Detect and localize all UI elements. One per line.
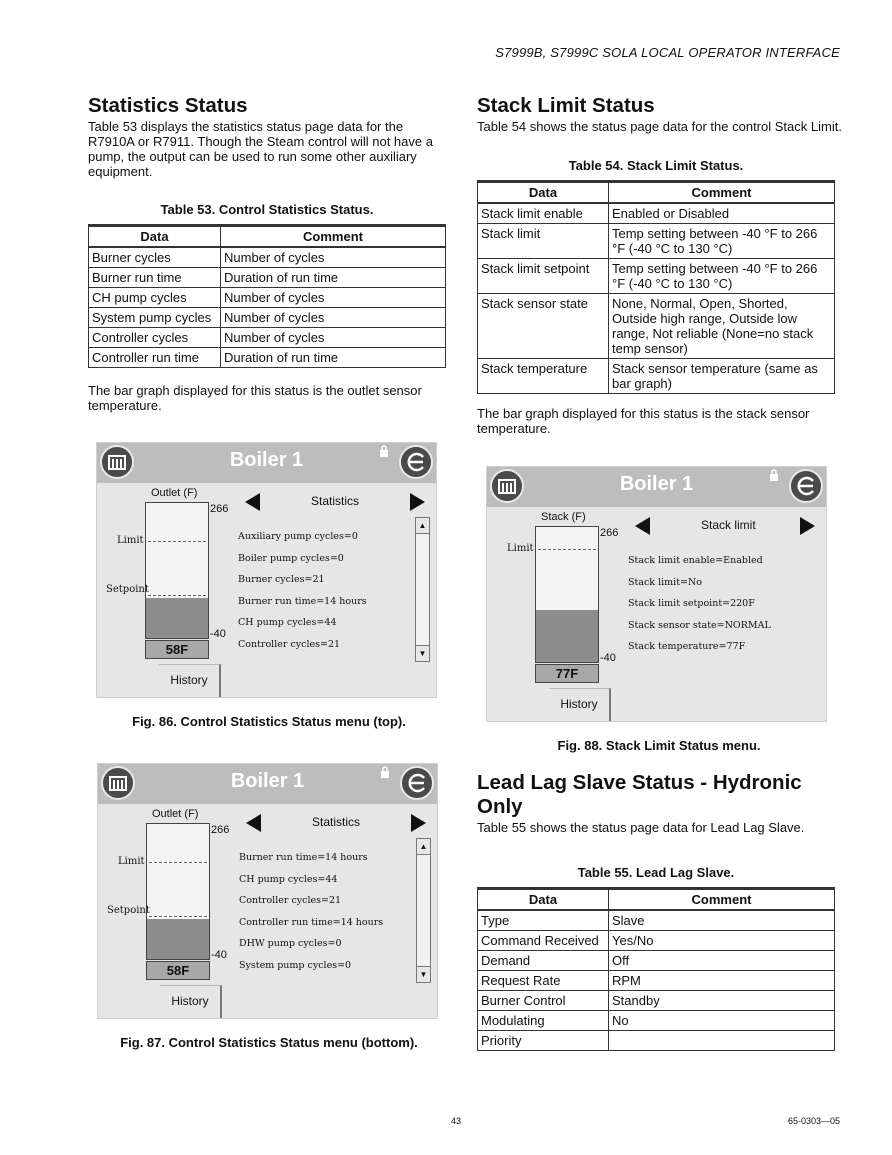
next-arrow-icon[interactable] bbox=[411, 814, 426, 832]
statistics-list bbox=[238, 531, 367, 660]
gauge-max-label: 266 bbox=[211, 824, 230, 836]
table-cell: Type bbox=[478, 910, 609, 931]
table-row bbox=[478, 259, 835, 294]
table-row bbox=[89, 288, 446, 308]
lock-icon bbox=[379, 445, 389, 457]
table-header: Comment bbox=[221, 226, 446, 248]
list-item: CH pump cycles=44 bbox=[238, 617, 337, 628]
table-cell: Demand bbox=[478, 951, 609, 971]
table-cell: Temp setting between -40 °F to 266 °F (-40 °C to 130 °C) bbox=[609, 224, 835, 259]
table-cell: Slave bbox=[609, 910, 835, 931]
table-cell: Controller cycles bbox=[89, 328, 221, 348]
scrollbar[interactable] bbox=[415, 517, 430, 662]
list-item: Stack temperature=77F bbox=[628, 641, 746, 652]
table-cell: Duration of run time bbox=[221, 348, 446, 368]
limit-label: Limit bbox=[507, 543, 534, 554]
list-item: Stack limit enable=Enabled bbox=[628, 555, 763, 566]
limit-line bbox=[148, 541, 206, 542]
fig86-caption: Fig. 86. Control Statistics Status menu (top). bbox=[132, 714, 406, 729]
back-arrow-icon bbox=[791, 471, 821, 501]
limit-line bbox=[538, 549, 596, 550]
statistics-list bbox=[239, 852, 383, 981]
table-cell: Stack temperature bbox=[478, 359, 609, 394]
table-row bbox=[478, 971, 835, 991]
scroll-down-icon[interactable]: ▼ bbox=[415, 645, 430, 662]
table54 bbox=[477, 180, 835, 394]
table-cell: Number of cycles bbox=[221, 247, 446, 268]
scroll-up-icon[interactable]: ▲ bbox=[415, 517, 430, 534]
list-item: Burner run time=14 hours bbox=[239, 852, 368, 863]
scrollbar[interactable] bbox=[416, 838, 431, 983]
back-button[interactable] bbox=[400, 766, 434, 800]
table-header: Data bbox=[478, 182, 609, 204]
list-item: Stack limit setpoint=220F bbox=[628, 598, 755, 609]
list-item: Controller run time=14 hours bbox=[239, 916, 384, 928]
table-cell: Stack sensor state bbox=[478, 294, 609, 359]
screen-title: Boiler 1 bbox=[619, 473, 694, 495]
table53 bbox=[88, 224, 446, 368]
table-row bbox=[478, 951, 835, 971]
table-cell: Enabled or Disabled bbox=[609, 203, 835, 224]
gauge-min-label: -40 bbox=[211, 949, 227, 961]
status-mode-label: Statistics bbox=[312, 815, 361, 829]
list-item: Boiler pump cycles=0 bbox=[238, 552, 344, 564]
table-row bbox=[478, 991, 835, 1011]
temperature-gauge bbox=[146, 823, 210, 960]
setpoint-label: Setpoint bbox=[106, 584, 149, 595]
gauge-label: Outlet (F) bbox=[151, 487, 198, 499]
gauge-value: 77F bbox=[535, 664, 599, 683]
section-heading-lead-lag: Lead Lag Slave Status - Hydronic Only bbox=[477, 771, 802, 818]
lock-icon bbox=[380, 766, 390, 778]
lock-icon bbox=[769, 469, 779, 481]
table-cell: Yes/No bbox=[609, 931, 835, 951]
section-heading-statistics: Statistics Status bbox=[88, 94, 248, 117]
list-item: DHW pump cycles=0 bbox=[239, 938, 342, 949]
gauge-min-label: -40 bbox=[210, 628, 226, 640]
table-cell bbox=[609, 1031, 835, 1051]
table-header: Comment bbox=[609, 182, 835, 204]
gauge-value: 58F bbox=[145, 640, 209, 659]
section-heading-stack-limit: Stack Limit Status bbox=[477, 94, 655, 117]
table-row bbox=[478, 931, 835, 951]
gauge-fill bbox=[146, 598, 208, 638]
table55-caption: Table 55. Lead Lag Slave. bbox=[577, 865, 735, 880]
list-item: Burner run time=14 hours bbox=[238, 595, 367, 607]
table-header: Data bbox=[478, 889, 609, 911]
table-cell: Off bbox=[609, 951, 835, 971]
table-cell: Modulating bbox=[478, 1011, 609, 1031]
back-arrow-icon bbox=[401, 447, 431, 477]
setpoint-label: Setpoint bbox=[107, 905, 150, 916]
list-item: Controller cycles=21 bbox=[239, 895, 342, 906]
lead-lag-intro: Table 55 shows the status page data for Lead Lag Slave. bbox=[477, 820, 805, 835]
table-row bbox=[478, 1011, 835, 1031]
statistics-bar-note: The bar graph displayed for this status is the outlet sensor temperature. bbox=[88, 383, 422, 413]
table-cell: Stack limit enable bbox=[478, 203, 609, 224]
gauge-fill bbox=[147, 919, 209, 959]
table-cell: Stack limit bbox=[478, 224, 609, 259]
previous-arrow-icon[interactable] bbox=[246, 814, 261, 832]
table-cell: Burner cycles bbox=[89, 247, 221, 268]
table-row bbox=[478, 359, 835, 394]
table-cell: Priority bbox=[478, 1031, 609, 1051]
table-cell: Request Rate bbox=[478, 971, 609, 991]
gauge-max-label: 266 bbox=[210, 503, 229, 515]
gauge-label: Outlet (F) bbox=[152, 808, 199, 820]
table-cell: Number of cycles bbox=[221, 288, 446, 308]
back-button[interactable] bbox=[789, 469, 823, 503]
table-cell: Stack limit setpoint bbox=[478, 259, 609, 294]
list-item: CH pump cycles=44 bbox=[239, 873, 338, 885]
list-item: Stack sensor state=NORMAL bbox=[628, 619, 771, 631]
scroll-up-icon[interactable]: ▲ bbox=[416, 838, 431, 855]
screen-title-bar bbox=[97, 443, 436, 483]
table-header: Comment bbox=[609, 889, 835, 911]
next-arrow-icon[interactable] bbox=[410, 493, 425, 511]
table-cell: Number of cycles bbox=[221, 328, 446, 348]
next-arrow-icon[interactable] bbox=[800, 517, 815, 535]
table-row bbox=[89, 348, 446, 368]
limit-line bbox=[149, 862, 207, 863]
history-button[interactable]: History bbox=[160, 985, 222, 1018]
status-mode-label: Stack limit bbox=[701, 518, 756, 532]
back-arrow-icon bbox=[402, 768, 432, 798]
fig87-caption: Fig. 87. Control Statistics Status menu (bottom). bbox=[120, 1035, 418, 1050]
table-header: Data bbox=[89, 226, 221, 248]
temperature-gauge bbox=[535, 526, 599, 663]
fig87-screen bbox=[97, 763, 438, 1019]
list-item: Controller cycles=21 bbox=[238, 638, 341, 650]
table-cell: Burner run time bbox=[89, 268, 221, 288]
table-cell: Burner Control bbox=[478, 991, 609, 1011]
table-cell: No bbox=[609, 1011, 835, 1031]
setpoint-line bbox=[148, 595, 206, 596]
table54-caption: Table 54. Stack Limit Status. bbox=[568, 158, 744, 173]
scroll-down-icon[interactable]: ▼ bbox=[416, 966, 431, 983]
previous-arrow-icon[interactable] bbox=[245, 493, 260, 511]
screen-title: Boiler 1 bbox=[230, 770, 305, 792]
table-cell: Stack sensor temperature (same as bar graph) bbox=[609, 359, 835, 394]
limit-label: Limit bbox=[117, 535, 144, 546]
table-row bbox=[89, 247, 446, 268]
setpoint-line bbox=[149, 916, 207, 917]
status-mode-label: Statistics bbox=[311, 494, 360, 508]
document-number: 65-0303—05 bbox=[787, 1116, 840, 1126]
table-cell: None, Normal, Open, Shorted, Outside high range, Outside low range, Not reliable (None=no stack temp sensor) bbox=[609, 294, 835, 359]
statistics-intro: Table 53 displays the statistics status page data for the R7910A or R7911. Though the Steam control will not have a pump, the output can be used to run some other auxiliary equipment. bbox=[88, 119, 433, 179]
back-button[interactable] bbox=[399, 445, 433, 479]
table-cell: CH pump cycles bbox=[89, 288, 221, 308]
page-number: 43 bbox=[451, 1116, 462, 1126]
table-row bbox=[89, 308, 446, 328]
stack-limit-intro: Table 54 shows the status page data for the control Stack Limit. bbox=[477, 119, 842, 134]
table-cell: RPM bbox=[609, 971, 835, 991]
history-button[interactable]: History bbox=[549, 688, 611, 721]
list-item: Stack limit=No bbox=[628, 576, 703, 588]
document-header: S7999B, S7999C SOLA LOCAL OPERATOR INTERFACE bbox=[495, 45, 840, 60]
table-row bbox=[478, 203, 835, 224]
history-button[interactable]: History bbox=[159, 664, 221, 697]
table-cell: Standby bbox=[609, 991, 835, 1011]
gauge-fill bbox=[536, 610, 598, 662]
fig88-screen bbox=[486, 466, 827, 722]
limit-label: Limit bbox=[118, 856, 145, 867]
screen-title-bar bbox=[487, 467, 826, 507]
table-cell: Command Received bbox=[478, 931, 609, 951]
gauge-max-label: 266 bbox=[600, 527, 619, 539]
temperature-gauge bbox=[145, 502, 209, 639]
list-item: System pump cycles=0 bbox=[239, 959, 352, 971]
screen-title: Boiler 1 bbox=[229, 449, 304, 471]
table55 bbox=[477, 887, 835, 1051]
table-row bbox=[478, 1031, 835, 1051]
gauge-label: Stack (F) bbox=[541, 511, 586, 523]
list-item: Auxiliary pump cycles=0 bbox=[238, 531, 358, 542]
fig88-caption: Fig. 88. Stack Limit Status menu. bbox=[557, 738, 761, 753]
screen-title-bar bbox=[98, 764, 437, 804]
table-cell: Number of cycles bbox=[221, 308, 446, 328]
table-row bbox=[478, 294, 835, 359]
table-cell: Duration of run time bbox=[221, 268, 446, 288]
table-cell: System pump cycles bbox=[89, 308, 221, 328]
previous-arrow-icon[interactable] bbox=[635, 517, 650, 535]
table-row bbox=[89, 268, 446, 288]
table-cell: Controller run time bbox=[89, 348, 221, 368]
table-row bbox=[478, 910, 835, 931]
table-cell: Temp setting between -40 °F to 266 °F (-40 °C to 130 °C) bbox=[609, 259, 835, 294]
gauge-min-label: -40 bbox=[600, 652, 616, 664]
stack-limit-list bbox=[628, 555, 771, 663]
list-item: Burner cycles=21 bbox=[238, 574, 325, 585]
fig86-screen bbox=[96, 442, 437, 698]
table53-caption: Table 53. Control Statistics Status. bbox=[160, 202, 374, 217]
table-row bbox=[89, 328, 446, 348]
table-row bbox=[478, 224, 835, 259]
stack-bar-note: The bar graph displayed for this status is the stack sensor temperature. bbox=[477, 406, 810, 436]
gauge-value: 58F bbox=[146, 961, 210, 980]
